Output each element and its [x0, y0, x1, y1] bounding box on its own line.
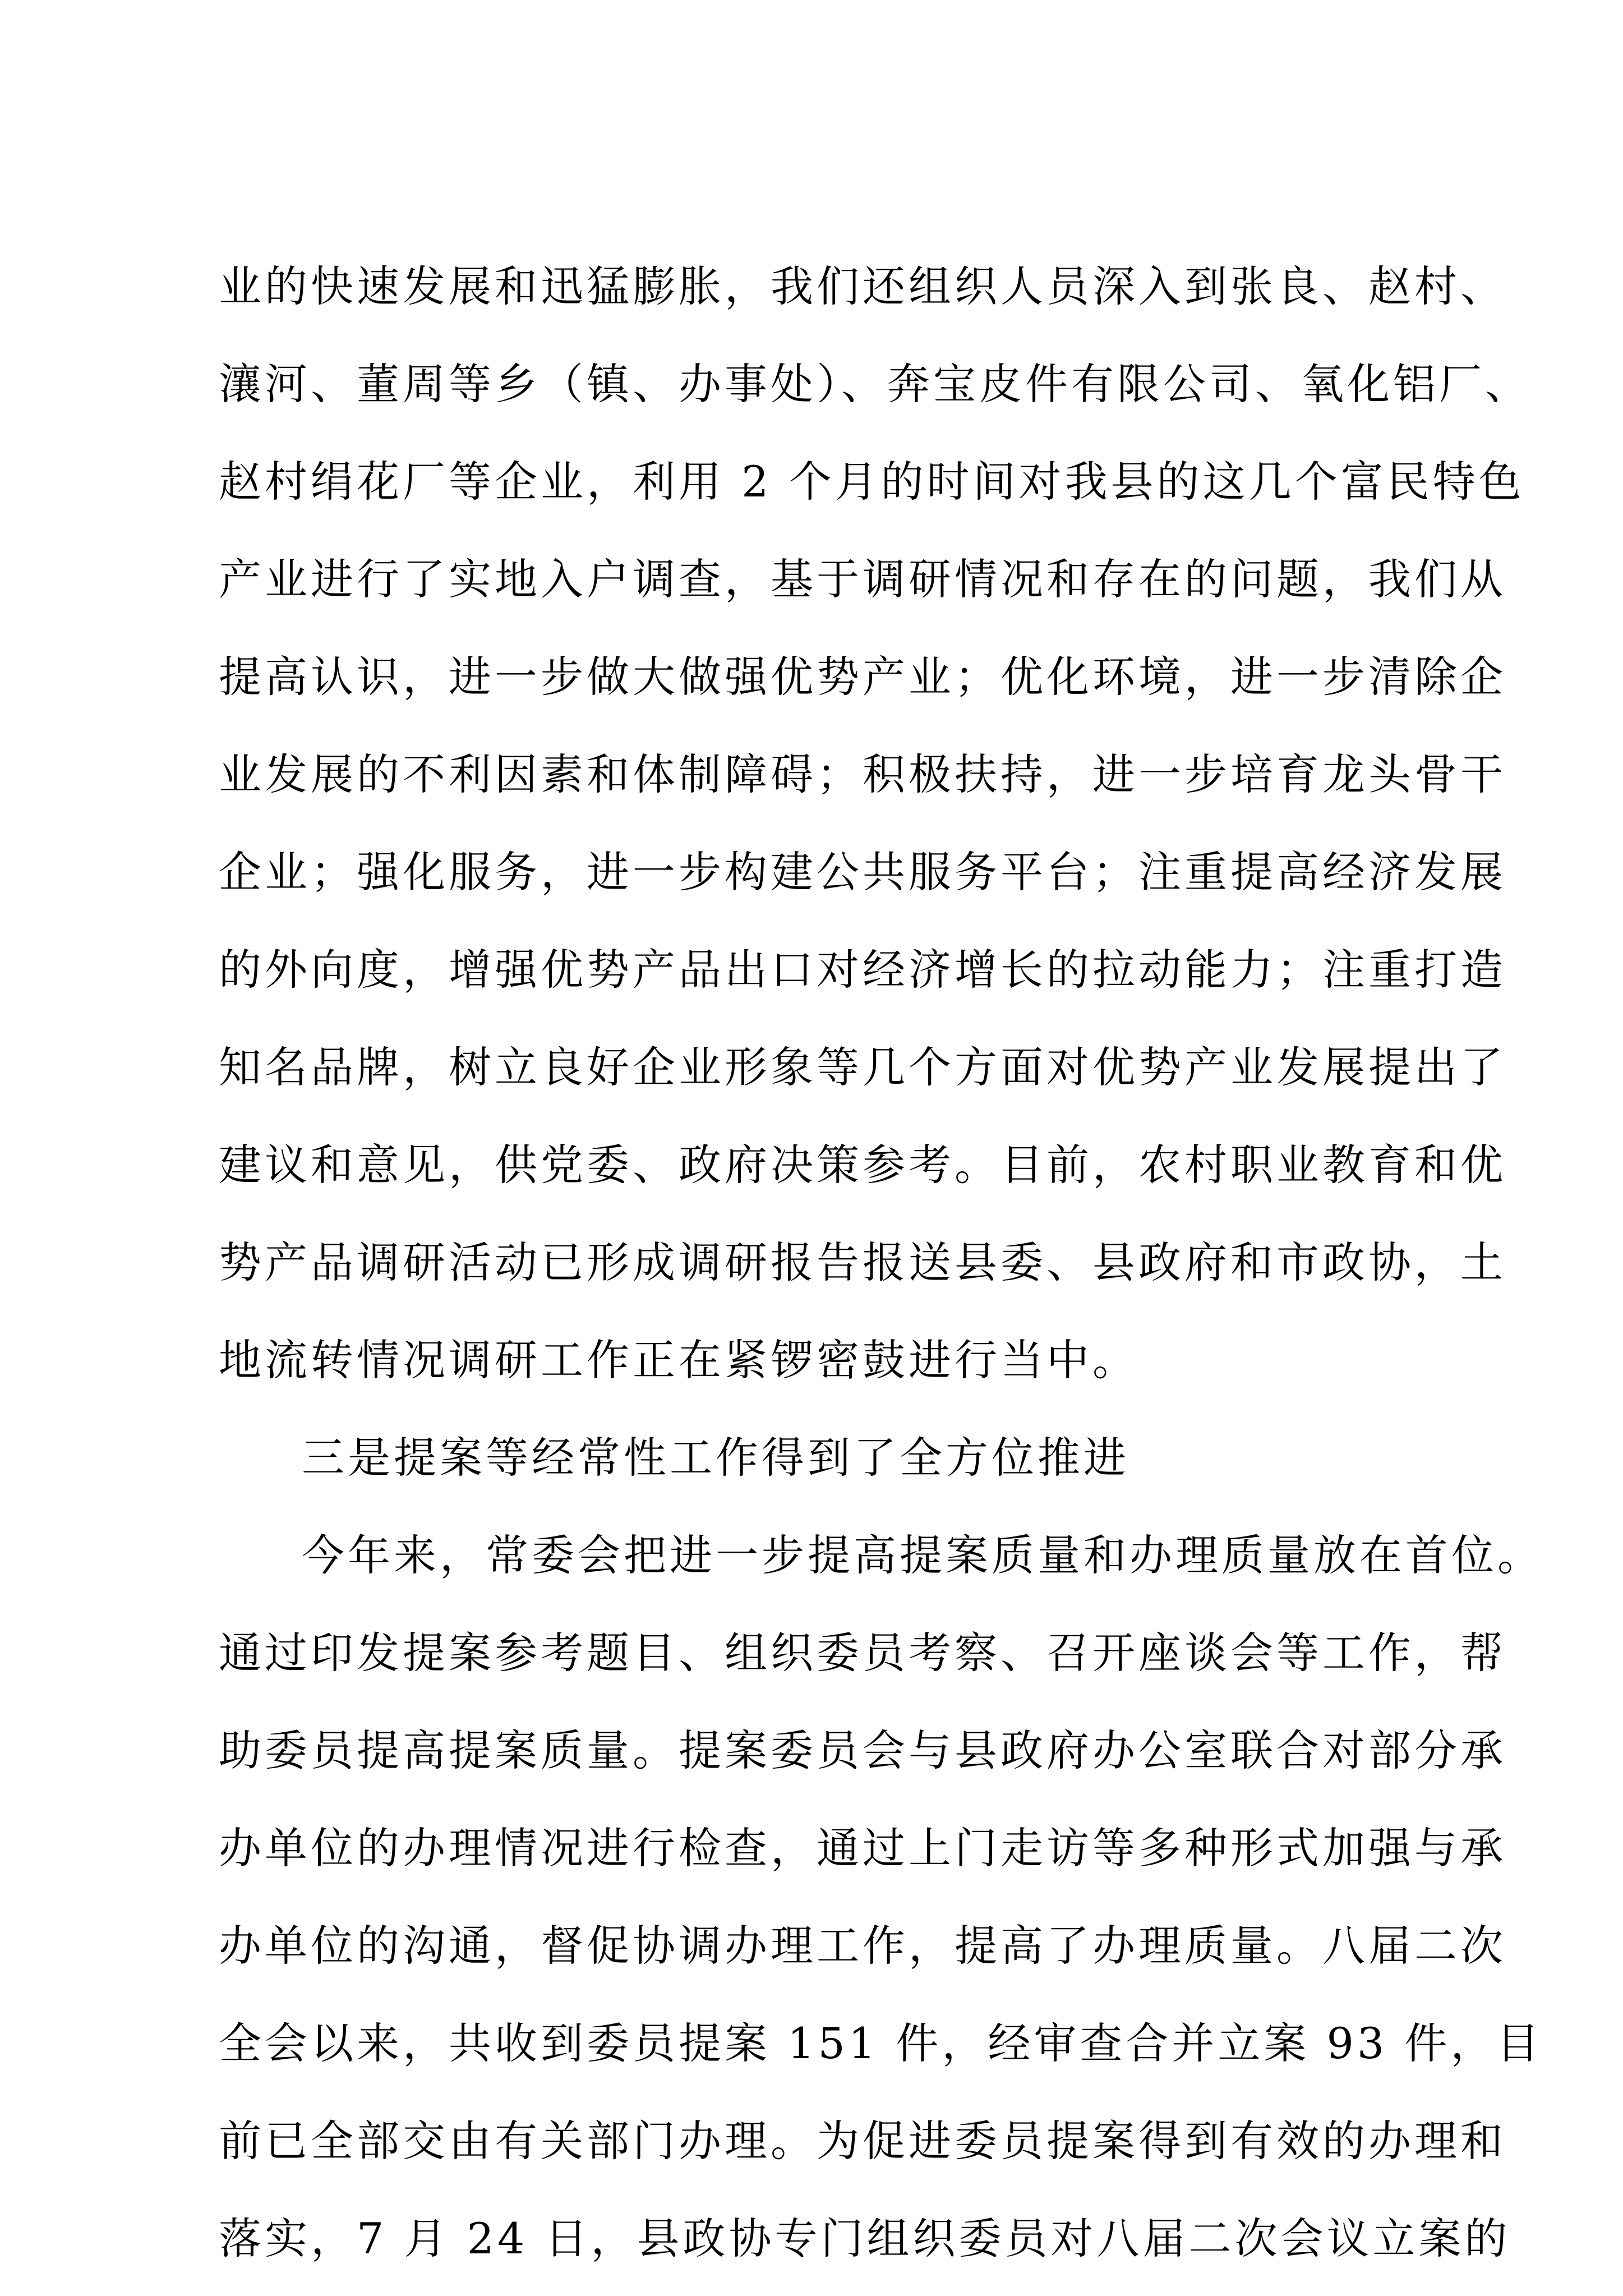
- text-line-8: 的外向度，增强优势产品出口对经济增长的拉动能力；注重打造: [219, 945, 1506, 995]
- text-line-10: 建议和意见，供党委、政府决策参考。目前，农村职业教育和优: [219, 1140, 1506, 1190]
- text-line-2: 瀼河、董周等乡（镇、办事处）、奔宝皮件有限公司、氧化铝厂、: [219, 359, 1531, 409]
- text-line-18: 办单位的沟通，督促协调办理工作，提高了办理质量。八届二次: [219, 1921, 1506, 1971]
- section-heading: 三是提案等经常性工作得到了全方位推进: [302, 1433, 1129, 1483]
- text-line-12: 地流转情况调研工作正在紧锣密鼓进行当中。: [219, 1335, 1138, 1385]
- text-line-4: 产业进行了实地入户调查，基于调研情况和存在的问题，我们从: [219, 554, 1506, 604]
- text-line-15: 通过印发提案参考题目、组织委员考察、召开座谈会等工作，帮: [219, 1628, 1506, 1678]
- text-line-21: 落实，7 月 24 日，县政协专门组织委员对八届二次会议立案的: [219, 2214, 1511, 2263]
- text-line-11: 势产品调研活动已形成调研报告报送县委、县政府和市政协，土: [219, 1237, 1506, 1287]
- text-line-9: 知名品牌，树立良好企业形象等几个方面对优势产业发展提出了: [219, 1042, 1506, 1092]
- text-line-3: 赵村绢花厂等企业，利用 2 个月的时间对我县的这几个富民特色: [219, 457, 1525, 507]
- text-line-6: 业发展的不利因素和体制障碍；积极扶持，进一步培育龙头骨干: [219, 749, 1506, 799]
- text-line-14: 今年来，常委会把进一步提高提案质量和办理质量放在首位。: [302, 1530, 1543, 1580]
- text-line-17: 办单位的办理情况进行检查，通过上门走访等多种形式加强与承: [219, 1823, 1506, 1873]
- text-line-1: 业的快速发展和迅猛膨胀，我们还组织人员深入到张良、赵村、: [219, 261, 1506, 311]
- text-line-19: 全会以来，共收到委员提案 151 件，经审查合并立案 93 件，目: [219, 2018, 1543, 2068]
- text-line-5: 提高认识，进一步做大做强优势产业；优化环境，进一步清除企: [219, 652, 1506, 702]
- text-line-20: 前已全部交由有关部门办理。为促进委员提案得到有效的办理和: [219, 2116, 1506, 2166]
- text-line-16: 助委员提高提案质量。提案委员会与县政府办公室联合对部分承: [219, 1726, 1506, 1775]
- text-line-7: 企业；强化服务，进一步构建公共服务平台；注重提高经济发展: [219, 847, 1506, 897]
